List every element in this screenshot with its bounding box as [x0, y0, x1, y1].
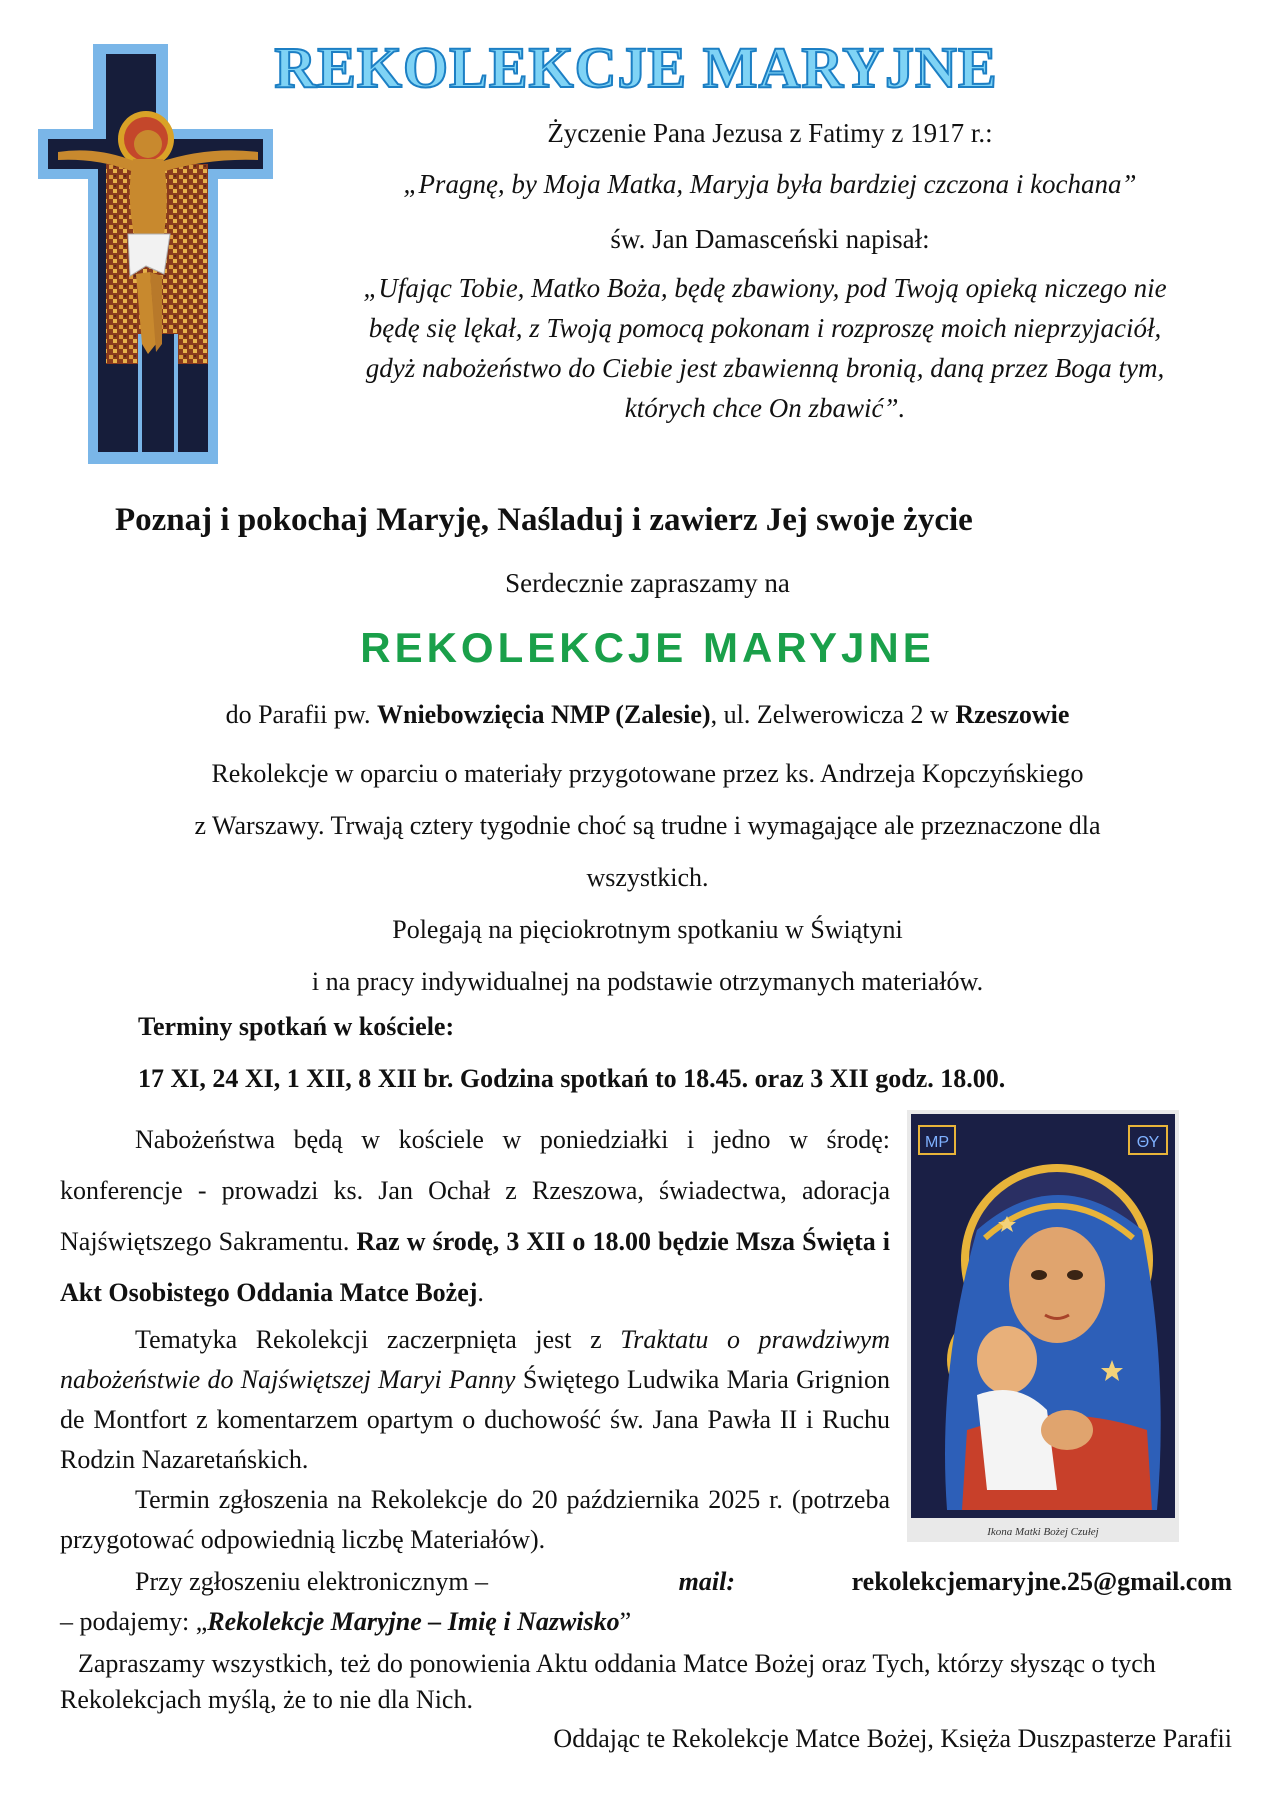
damascene-quote: [300, 268, 1230, 428]
services-text: Nabożeństwa będą w kościele w poniedziałki i jedno w środę: konferencje - prowadzi ks. Jan Ochał z Rzeszowa, świadectwa, adoracja Najświętszego Sakramentu.: [60, 1125, 890, 1256]
registration-subject-prefix: – podajemy: „: [60, 1607, 208, 1636]
fatima-intro: Życzenie Pana Jezusa z Fatimy z 1917 r.:: [547, 118, 993, 148]
parish-name: Wniebowzięcia NMP (Zalesie): [376, 700, 711, 729]
damascene-quote-line: których chce On zbawić”.: [624, 393, 906, 423]
icon-ov-label: ΘΥ: [1136, 1134, 1160, 1151]
description-line: i na pracy indywidualnej na podstawie otrzymanych materiałów.: [311, 967, 984, 996]
damascene-quote-line: będę się lękał, z Twoją pomocą pokonam i rozproszę moich nieprzyjaciół,: [368, 313, 1162, 343]
deadline-text: Termin zgłoszenia na Rekolekcje do 20 października 2025 r. (potrzeba przygotować odpowiednią liczbę Materiałów).: [60, 1485, 890, 1554]
registration-text: Przy zgłoszeniu elektronicznym –: [135, 1567, 489, 1596]
location-line: [0, 700, 1272, 730]
email-link[interactable]: rekolekcjemaryjne.25@gmail.com: [851, 1567, 1232, 1596]
description: [0, 748, 1272, 1008]
schedule-dates: 17 XI, 24 XI, 1 XII, 8 XII br. Godzina spotkań to 18.45. oraz 3 XII godz. 18.00.: [138, 1064, 1006, 1093]
deadline-paragraph: [60, 1480, 890, 1560]
location-prefix: do Parafii pw.: [225, 700, 377, 729]
description-line: Polegają na pięciokrotnym spotkaniu w Świątyni: [392, 915, 903, 944]
services-mass: Raz w środę, 3 XII o 18.00 będzie Msza Święta i Akt Osobistego Oddania Matce Bożej: [60, 1227, 890, 1307]
crucifix-icon: [38, 44, 328, 464]
icon-caption: Ikona Matki Bożej Czułej: [987, 1526, 1099, 1538]
services-end: .: [477, 1278, 484, 1307]
registration-subject-end: ”: [619, 1607, 632, 1636]
damascene-quote-line: „Ufając Tobie, Matko Boża, będę zbawiony, pod Twoją opieką niczego nie: [363, 273, 1167, 303]
description-line: Rekolekcje w oparciu o materiały przygotowane przez ks. Andrzeja Kopczyńskiego: [211, 759, 1084, 788]
registration-line: [60, 1562, 1232, 1602]
topic-text: Tematyka Rekolekcji zaczerpnięta jest z: [135, 1325, 621, 1354]
services-paragraph: [60, 1114, 890, 1318]
schedule-heading: Terminy spotkań w kościele:: [138, 1012, 455, 1041]
mail-label: mail:: [678, 1567, 735, 1596]
damascene-intro: św. Jan Damasceński napisał:: [610, 224, 930, 254]
damascene-quote-line: gdyż nabożeństwo do Ciebie jest zbawienną bronią, daną przez Boga tym,: [365, 353, 1165, 383]
topic-paragraph: [60, 1320, 890, 1480]
lead-heading: Poznaj i pokochaj Maryję, Naśladuj i zawierz Jej swoje życie: [115, 502, 973, 538]
location-street: , ul. Zelwerowicza 2 w: [710, 700, 956, 729]
icon-mp-label: MP: [925, 1134, 949, 1151]
topic-text-end: Świętego Ludwika Maria Grignion de Montfort z komentarzem opartym o duchowość św. Jana Pawła II i Ruchu Rodzin Nazaretańskich.: [60, 1365, 890, 1474]
description-line: wszystkich.: [586, 863, 709, 892]
fatima-quote: „Pragnę, by Moja Matka, Maryja była bardziej czczona i kochana”: [403, 169, 1137, 199]
madonna-icon: [907, 1110, 1179, 1542]
invite-line: Serdecznie zapraszamy na: [505, 568, 790, 598]
signature: Oddając te Rekolekcje Matce Bożej, Księża Duszpasterze Parafii: [553, 1724, 1232, 1753]
closing-invite: Zapraszamy wszystkich, też do ponowienia Aktu oddania Matce Bożej oraz Tych, którzy słysząc o tych Rekolekcjach myślą, że to nie dla Nich.: [60, 1649, 1156, 1714]
description-line: z Warszawy. Trwają cztery tygodnie choć są trudne i wymagające ale przeznaczone dla: [194, 811, 1101, 840]
green-title: REKOLEKCJE MARYJNE: [360, 624, 935, 671]
city-name: Rzeszowie: [955, 700, 1070, 729]
treatise-title: Traktatu o prawdziwym nabożeństwie do Najświętszej Maryi Panny: [60, 1325, 890, 1394]
registration-subject: Rekolekcje Maryjne – Imię i Nazwisko: [207, 1607, 620, 1636]
page-title: REKOLEKCJE MARYJNE: [274, 35, 998, 100]
registration-subject-line: [60, 1602, 1232, 1642]
registration-paragraph: [60, 1562, 1232, 1642]
